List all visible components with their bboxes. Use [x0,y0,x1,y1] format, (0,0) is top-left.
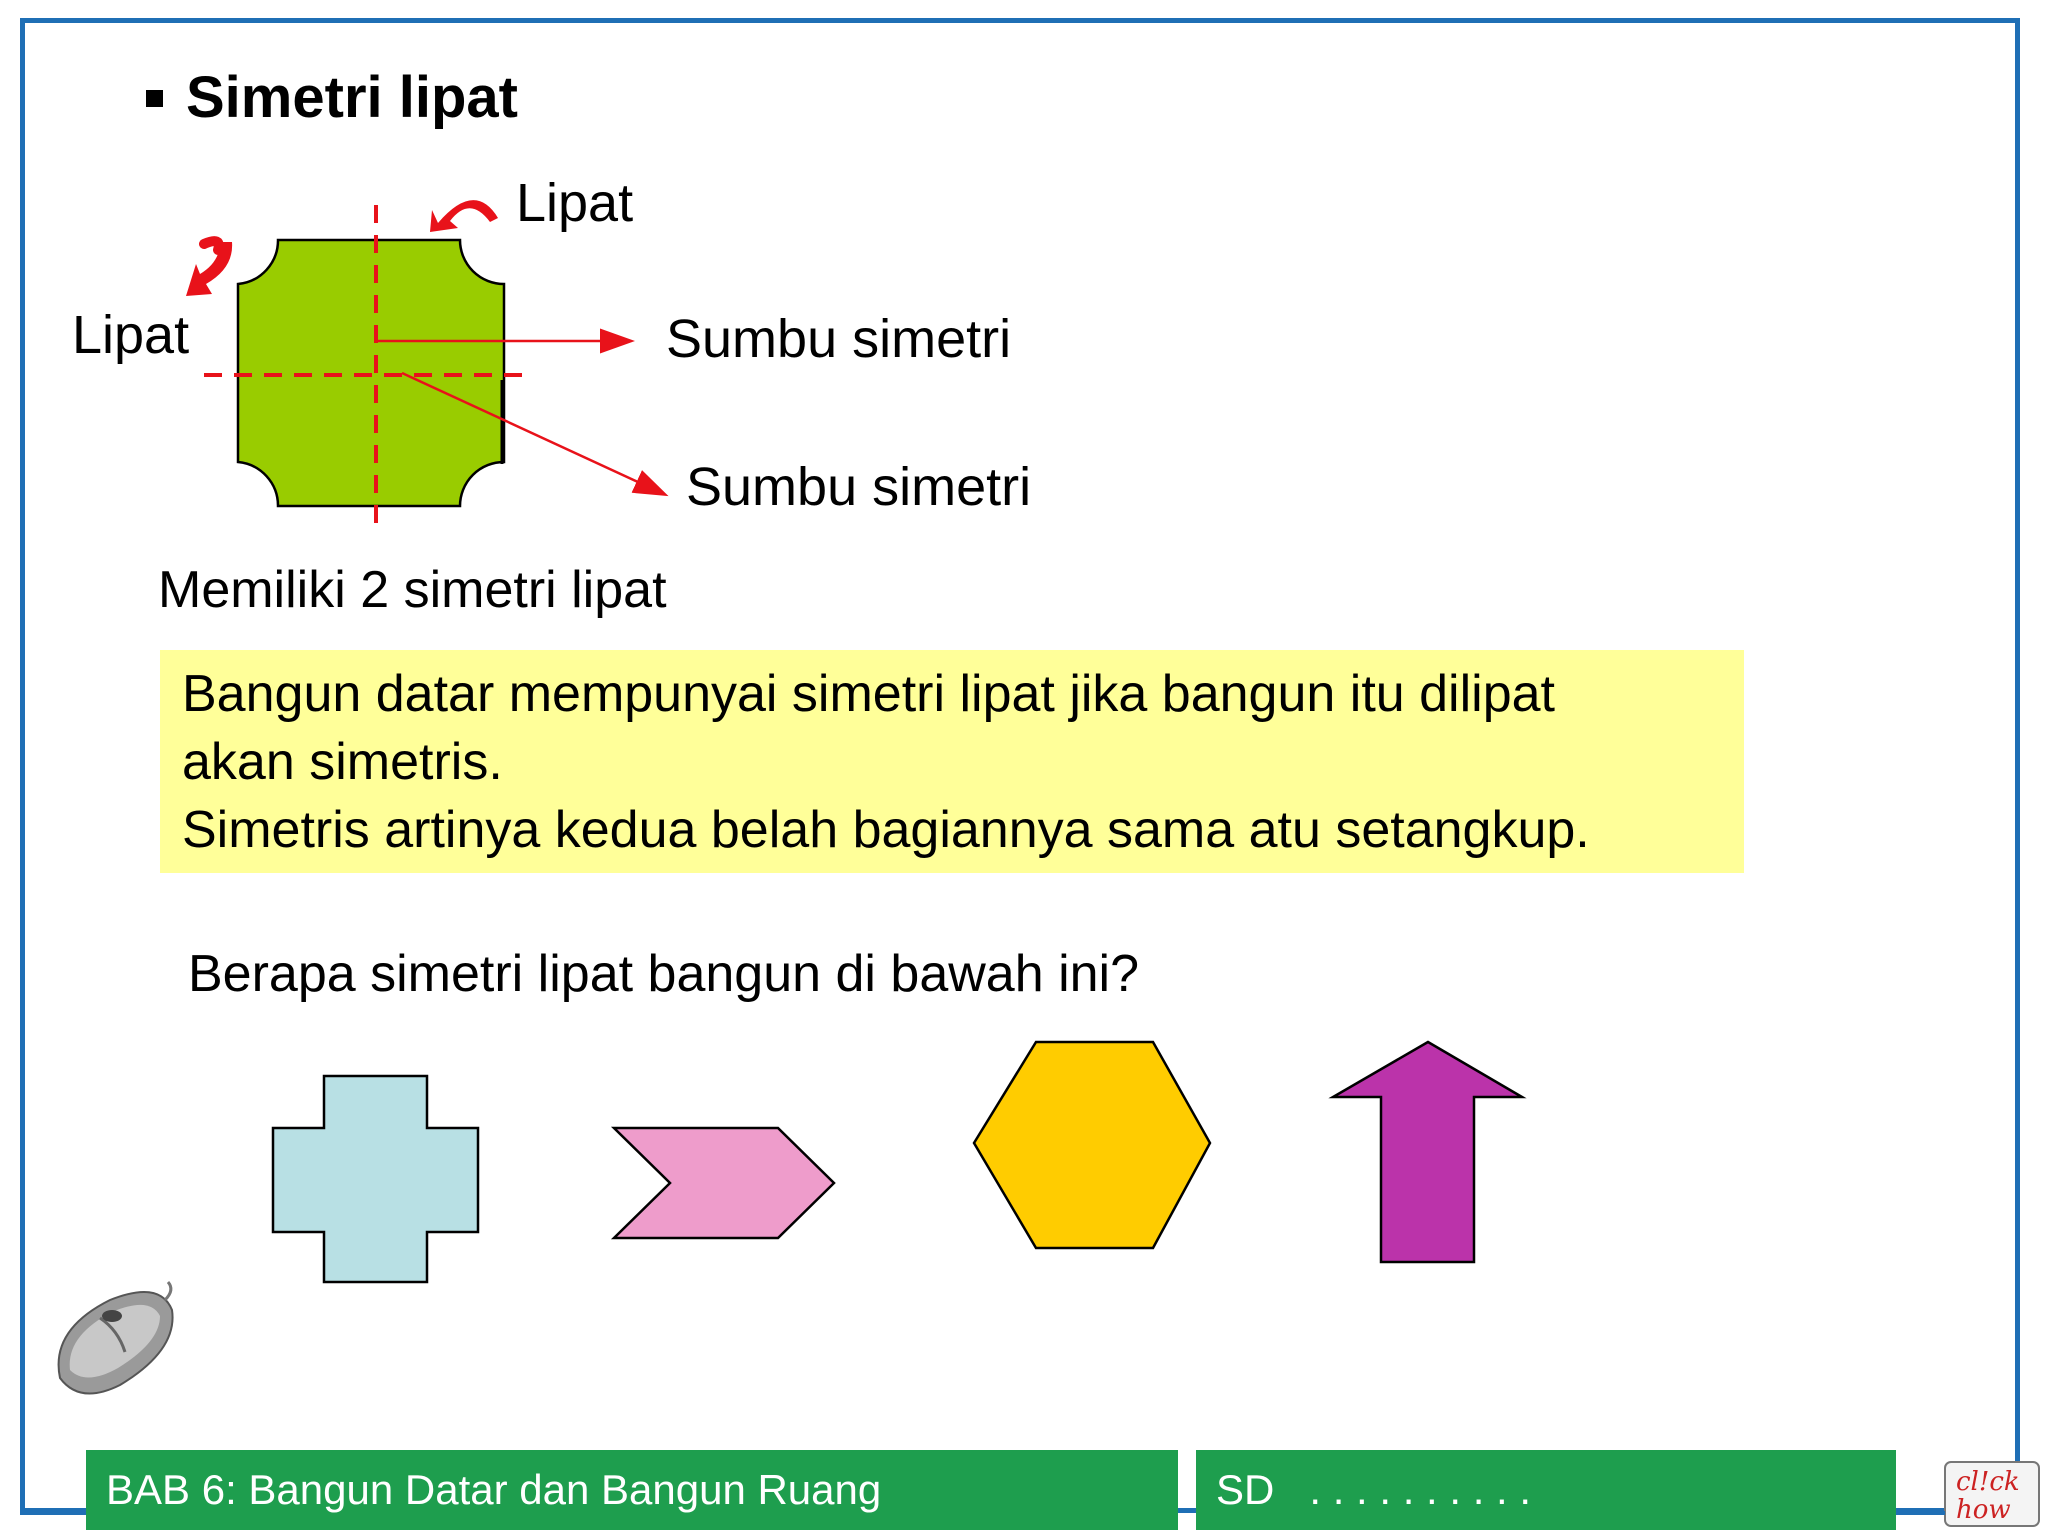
clickhow-logo-icon [1945,1462,2039,1526]
fold-label-top: Lipat [516,173,634,233]
definition-line-3: Simetris artinya kedua belah bagiannya sama atu setangkup. [182,801,1590,859]
chevron-shape [614,1128,834,1238]
computer-mouse-icon [59,1282,173,1394]
hexagon-shape [974,1042,1210,1248]
fold-arrow-left-icon [186,242,232,296]
definition-box [160,650,1744,873]
definition-line-1: Bangun datar mempunyai simetri lipat jika bangun itu dilipat [182,665,1555,723]
cross-shape [273,1076,478,1282]
arrow-up-shape [1333,1042,1522,1262]
footer-chapter-text: BAB 6: Bangun Datar dan Bangun Ruang [106,1466,882,1513]
question-text: Berapa simetri lipat bangun di bawah ini? [188,945,1140,1003]
fold-arrow-top-icon [430,200,498,232]
footer-level-text: SD . . . . . . . . . . [1216,1466,1532,1513]
footer-chapter [86,1450,1178,1530]
svg-text:cl!ck: cl!ck [1956,1467,2020,1497]
footer-level [1196,1450,1896,1530]
slide-title: Simetri lipat [186,65,518,130]
summary-text: Memiliki 2 simetri lipat [158,561,667,619]
axis-label-1: Sumbu simetri [666,309,1012,369]
definition-line-2: akan simetris. [182,733,503,791]
fold-label-left: Lipat [72,305,190,365]
axis-label-2: Sumbu simetri [686,457,1032,517]
svg-text:how: how [1956,1495,2011,1525]
